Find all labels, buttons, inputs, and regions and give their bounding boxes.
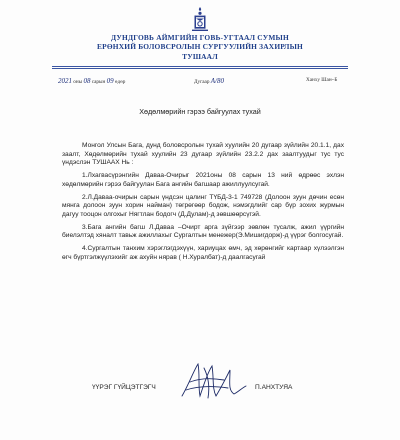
document-number <box>194 77 224 85</box>
date-month: 08 <box>83 77 91 85</box>
header-line-1: ДУНДГОВЬ АЙМГИЙН ГОВЬ-УГТААЛ СУМЫН <box>111 33 289 42</box>
document-body <box>62 142 344 267</box>
number-label: Дугаар <box>194 79 210 85</box>
document-header <box>40 33 360 61</box>
paragraph-item-4: 4.Сургалтын танхим хэрэглэгдэхүүн, хариуцах өмч, эд хөрөнгийг картаар хүлээлгэн өгч бүртгэлжүүлэхийг аж ахуйн нярав ( Н.Хуралбат)-д даалгасугай <box>62 245 344 261</box>
date-year: 2021 <box>58 77 72 85</box>
paragraph-preamble: Монгол Улсын Бага, дунд боловсролын тухай хуулийн 20 дугаар зүйлийн 20.1.1, дах заалт, Хөдөлмөрийн тухай хуулийн 23 дугаар зүйлийн 23.2.2 дах заалтуудыг тус тус үндэслэн ТУШААХ Нь : <box>62 142 344 167</box>
paragraph-item-1: 1.Лхагвасүрэнгийн Даваа-Очирыг 2021оны 08 сарын 13 ний өдрөөс эхлэн хөдөлмөрийн гэрээ байгуулан Бага ангийн багшаар ажиллуулсугай. <box>62 172 344 188</box>
paragraph-item-3: 3.Бага ангийн багш Л.Даваа –Очирт арга зүйгээр зөвлөн тусалж, ажил үүргийн биелэлтэд хяналт тавьж ажиллахыг Сургалтын менежер(Э.Мишигдорж)-д үүрэг болгосугай. <box>62 223 344 240</box>
header-divider-top <box>52 66 348 67</box>
soyombo-emblem-icon <box>188 6 212 32</box>
document-place: Ханxy Шан~Б <box>306 77 338 83</box>
paragraph-item-2: 2.Л.Даваа-очирын сарын үндсэн цалинг ТҮБД-3-1 749728 (Долоон зуун дөчин есөн мянга долоон зуун хорин найман) төгрөгөөр бодож, нэмэгдлийг сар бүр зохих журмын дагуу тооцон олгохыг Нягтлан бодогч (Д.Дулам)-д зөвшөөрсүгэй. <box>62 193 344 218</box>
document-date <box>58 77 125 85</box>
date-year-suffix: оны <box>73 79 83 85</box>
header-divider-bottom <box>52 68 348 69</box>
header-line-2: ЕРӨНХИЙ БОЛОВСРОЛЫН СУРГУУЛИЙН ЗАХИРЛЫН <box>97 42 303 52</box>
date-month-suffix: сарын <box>91 79 106 85</box>
signatory-name: П.АНХТУЯА <box>255 384 293 391</box>
number-value: А/80 <box>210 77 224 85</box>
header-line-3: ТУШААЛ <box>182 51 218 61</box>
signatory-title: ҮҮРЭГ ГҮЙЦЭТГЭГЧ <box>92 384 156 391</box>
date-day: 09 <box>106 77 114 85</box>
document-title: Хөдөлмөрийн гэрээ байгуулах тухай <box>139 107 261 116</box>
date-day-suffix: өдөр <box>114 79 126 85</box>
handwritten-signature <box>164 356 254 406</box>
